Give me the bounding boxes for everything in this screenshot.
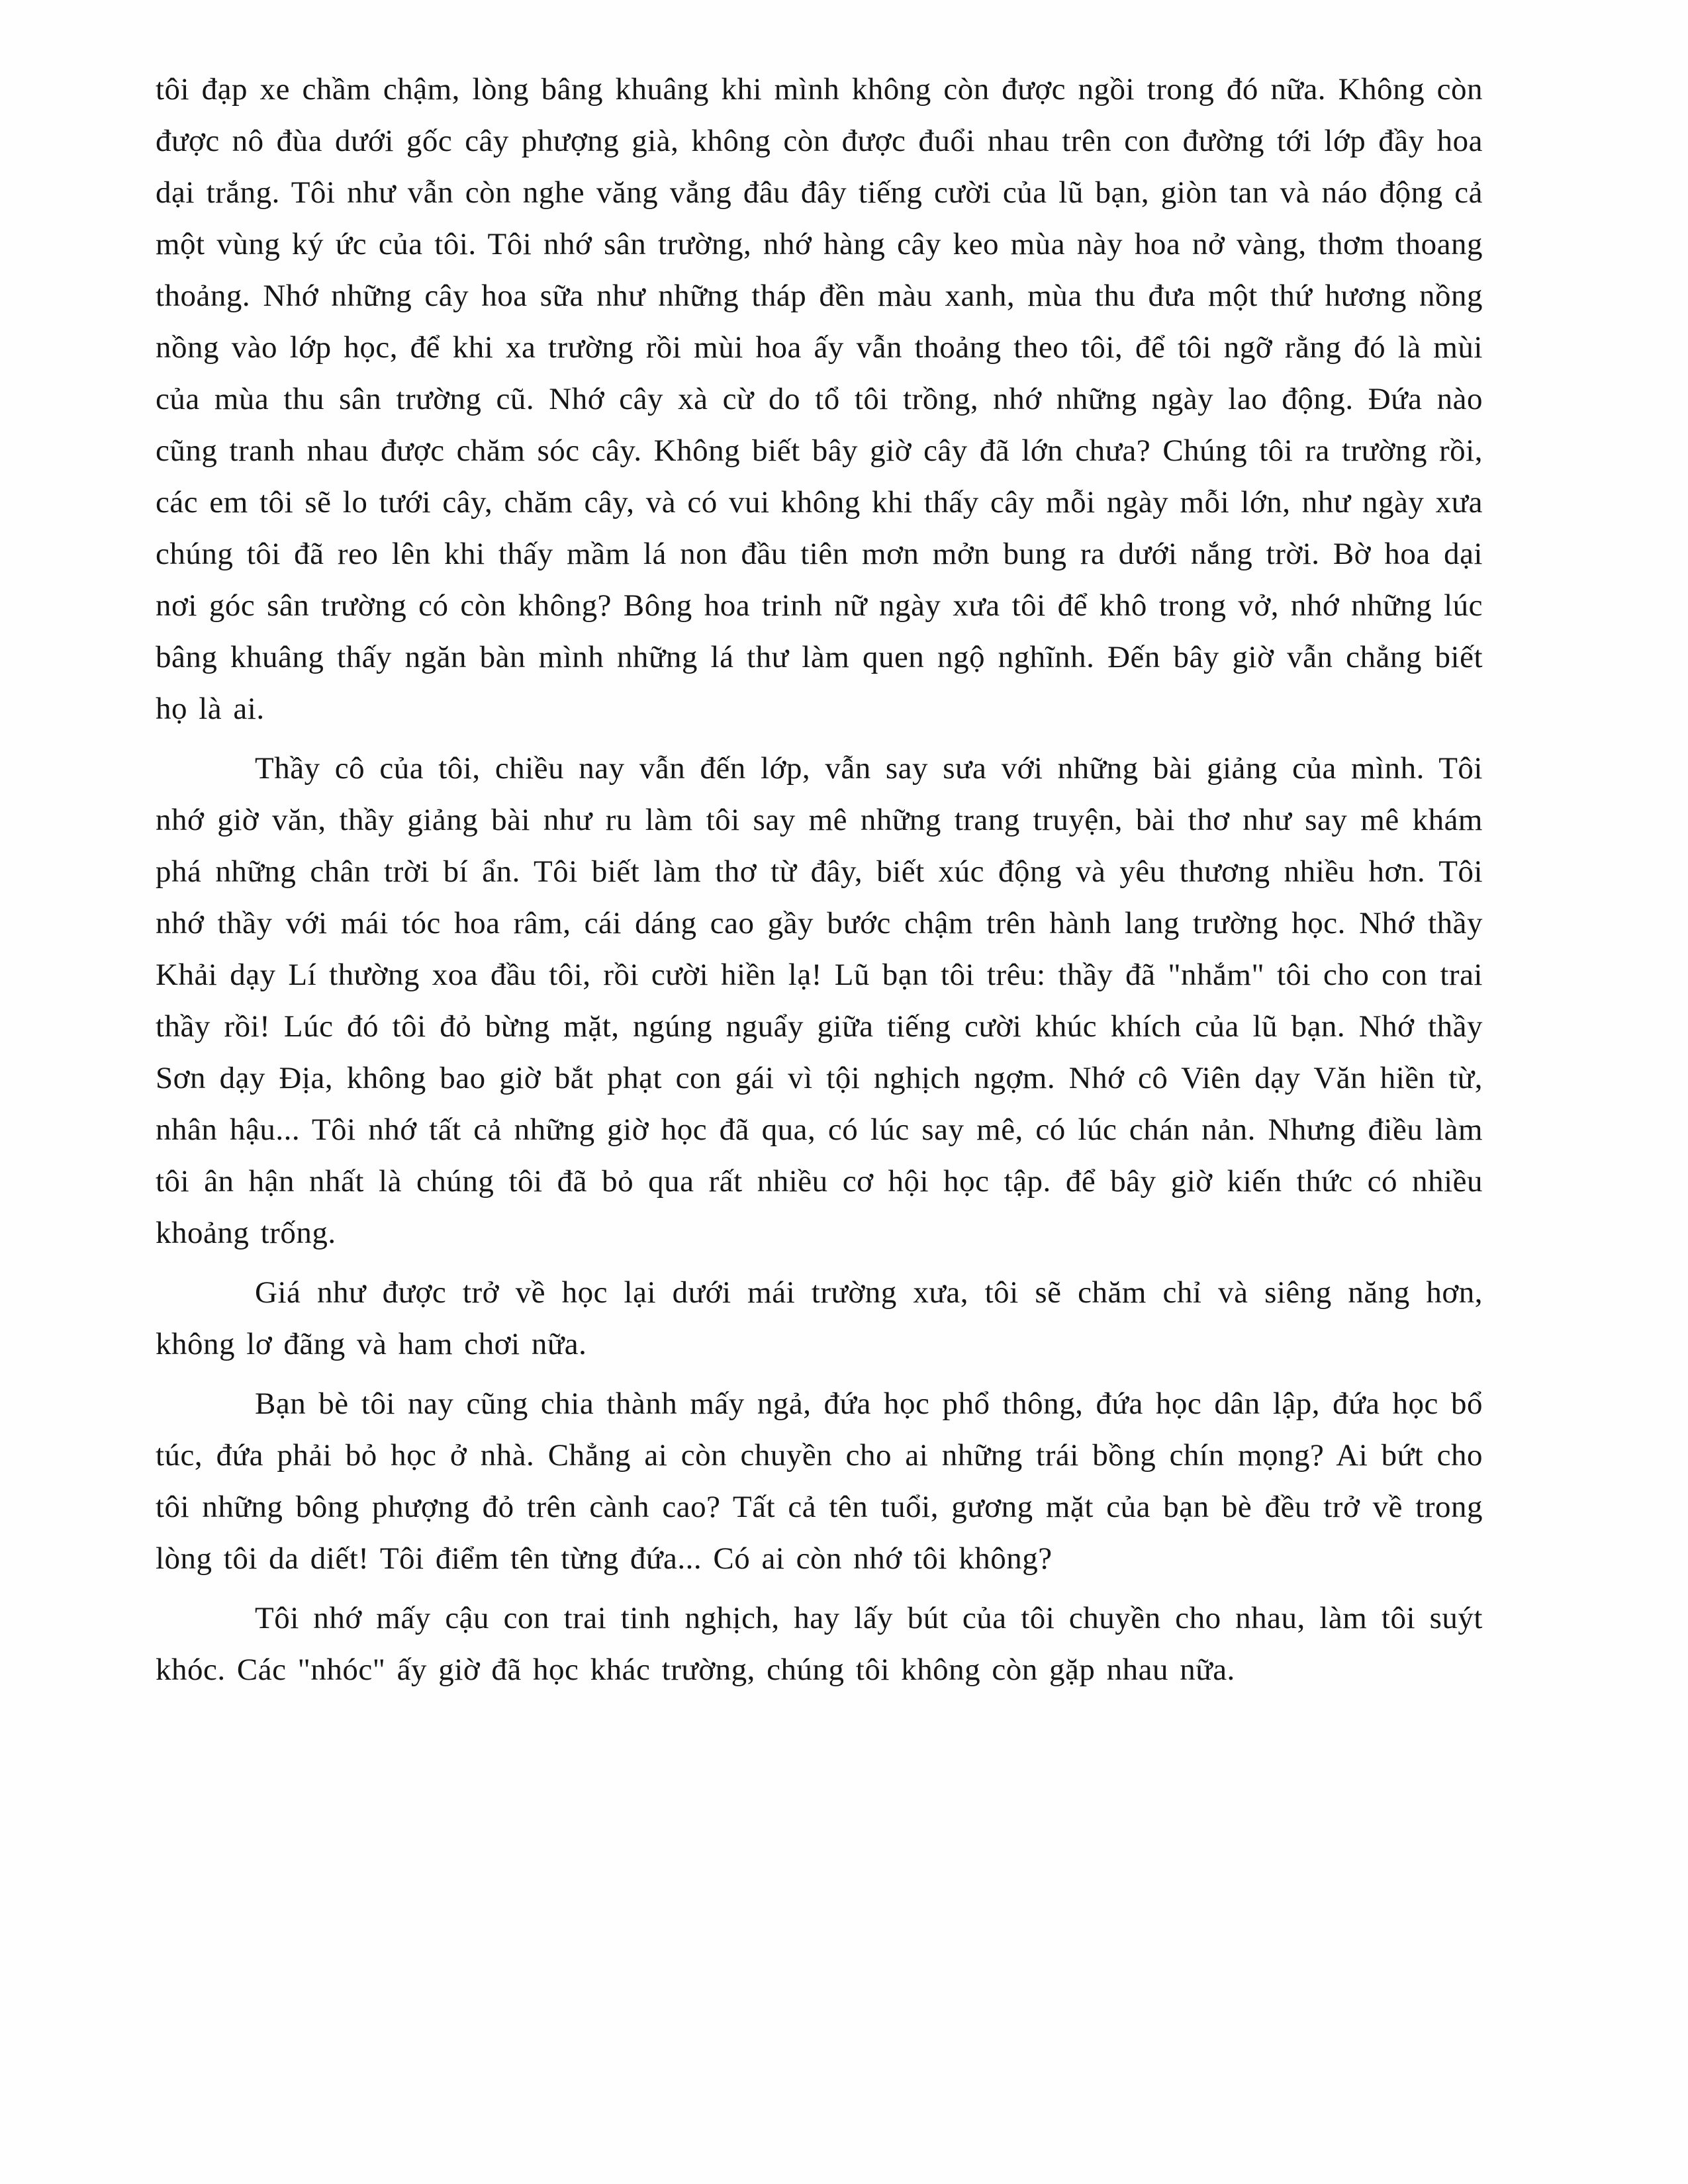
paragraph-continuation: tôi đạp xe chầm chậm, lòng bâng khuâng khi mình không còn được ngồi trong đó nữa. Không còn được nô đùa dưới gốc cây phượng già, không còn được đuổi nhau trên con đường tới lớp đầy hoa dại trắng. Tôi như vẫn còn nghe văng vẳng đâu đây tiếng cười của lũ bạn, giòn tan và náo động cả một vùng ký ức của tôi. Tôi nhớ sân trường, nhớ hàng cây keo mùa này hoa nở vàng, thơm thoang thoảng. Nhớ những cây hoa sữa như những tháp đền màu xanh, mùa thu đưa một thứ hương nồng nồng vào lớp học, để khi xa trường rồi mùi hoa ấy vẫn thoảng theo tôi, để tôi ngỡ rằng đó là mùi của mùa thu sân trường cũ. Nhớ cây xà cừ do tổ tôi trồng, nhớ những ngày lao động. Đứa nào cũng tranh nhau được chăm sóc cây. Không biết bây giờ cây đã lớn chưa? Chúng tôi ra trường rồi, các em tôi sẽ lo tưới cây, chăm cây, và có vui không khi thấy cây mỗi ngày mỗi lớn, như ngày xưa chúng tôi đã reo lên khi thấy mầm lá non đầu tiên mơn mởn bung ra dưới nắng trời. Bờ hoa dại nơi góc sân trường có còn không? Bông hoa trinh nữ ngày xưa tôi để khô trong vở, nhớ những lúc bâng khuâng thấy ngăn bàn mình những lá thư làm quen ngộ nghĩnh. Đến bây giờ vẫn chẳng biết họ là ai. bbox=[156, 72, 1483, 726]
paragraph-boys: Tôi nhớ mấy cậu con trai tinh nghịch, hay lấy bút của tôi chuyền cho nhau, làm tôi suýt khóc. Các "nhóc" ấy giờ đã học khác trường, chúng tôi không còn gặp nhau nữa. bbox=[156, 1601, 1483, 1687]
paragraph-teachers: Thầy cô của tôi, chiều nay vẫn đến lớp, vẫn say sưa với những bài giảng của mình. Tôi nhớ giờ văn, thầy giảng bài như ru làm tôi say mê những trang truyện, bài thơ như say mê khám phá những chân trời bí ẩn. Tôi biết làm thơ từ đây, biết xúc động và yêu thương nhiều hơn. Tôi nhớ thầy với mái tóc hoa râm, cái dáng cao gầy bước chậm trên hành lang trường học. Nhớ thầy Khải dạy Lí thường xoa đầu tôi, rồi cười hiền lạ! Lũ bạn tôi trêu: thầy đã "nhắm" tôi cho con trai thầy rồi! Lúc đó tôi đỏ bừng mặt, ngúng nguẩy giữa tiếng cười khúc khích của lũ bạn. Nhớ thầy Sơn dạy Địa, không bao giờ bắt phạt con gái vì tội nghịch ngợm. Nhớ cô Viên dạy Văn hiền từ, nhân hậu... Tôi nhớ tất cả những giờ học đã qua, có lúc say mê, có lúc chán nản. Nhưng điều làm tôi ân hận nhất là chúng tôi đã bỏ qua rất nhiều cơ hội học tập. để bây giờ kiến thức có nhiều khoảng trống. bbox=[156, 751, 1483, 1250]
paragraph-wish: Giá như được trở về học lại dưới mái trường xưa, tôi sẽ chăm chỉ và siêng năng hơn, không lơ đãng và ham chơi nữa. bbox=[156, 1275, 1483, 1361]
paragraph-friends: Bạn bè tôi nay cũng chia thành mấy ngả, đứa học phổ thông, đứa học dân lập, đứa học bổ túc, đứa phải bỏ học ở nhà. Chẳng ai còn chuyền cho ai những trái bồng chín mọng? Ai bứt cho tôi những bông phượng đỏ trên cành cao? Tất cả tên tuổi, gương mặt của bạn bè đều trở về trong lòng tôi da diết! Tôi điểm tên từng đứa... Có ai còn nhớ tôi không? bbox=[156, 1387, 1483, 1576]
